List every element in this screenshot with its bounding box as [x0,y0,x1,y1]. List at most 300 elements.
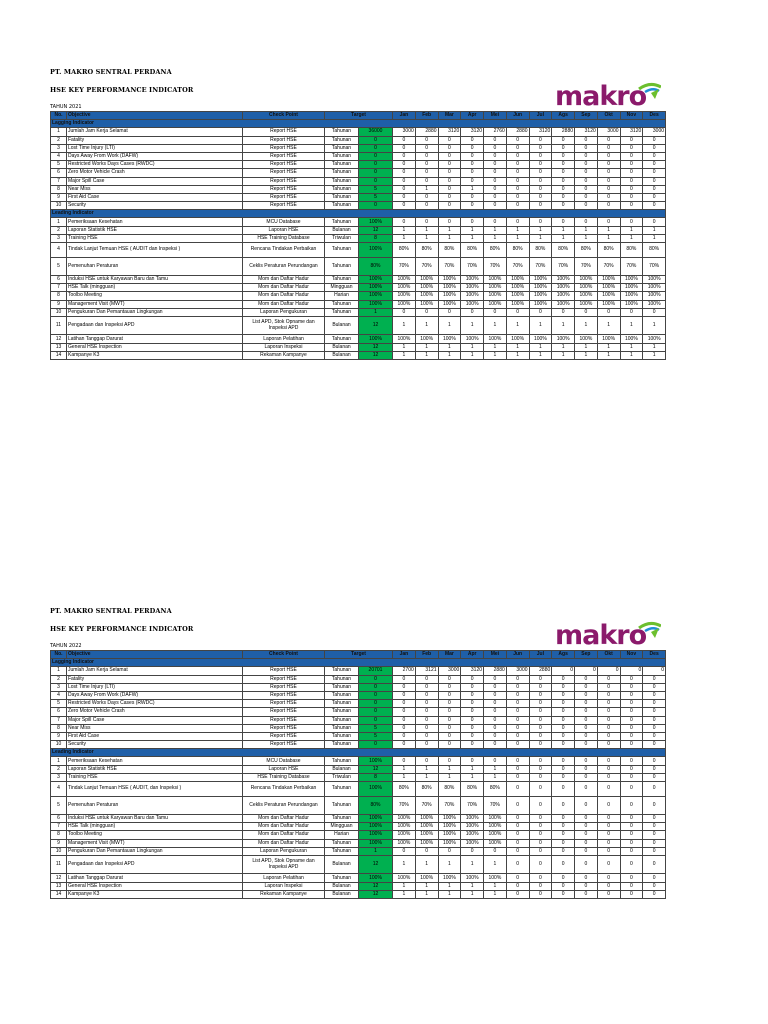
month-value: 100% [643,335,666,343]
month-value: 1 [393,343,416,351]
month-value: 0 [415,144,438,152]
month-value: 0 [461,708,484,716]
row-objective: Pengukuran Dan Pemantauan Lingkungan [67,308,243,316]
header-month: Apr [461,112,484,120]
row-frequency: Tahunan [325,782,359,797]
month-value: 0 [484,193,507,201]
month-value: 0 [484,757,507,765]
logo-text: makro [555,620,647,650]
month-value: 0 [643,782,666,797]
month-value: 0 [438,724,461,732]
month-value: 0 [552,708,575,716]
header-month: Jan [393,651,416,659]
row-check-point: Rekaman Kampanye [243,351,325,359]
month-value: 1 [552,226,575,234]
month-value: 100% [506,300,529,308]
month-value: 0 [529,144,552,152]
month-value: 100% [575,335,598,343]
month-value: 0 [415,741,438,749]
month-value: 0 [597,732,620,740]
row-check-point: Report HSE [243,152,325,160]
month-value: 0 [393,308,416,316]
row-objective: First Aid Case [67,193,243,201]
month-value: 1 [461,185,484,193]
month-value: 0 [597,765,620,773]
row-objective: Near Miss [67,185,243,193]
month-value: 0 [575,136,598,144]
row-objective: Restricted Works Days Cases (RWDC) [67,700,243,708]
table-row [51,855,666,874]
row-check-point: Mom dan Daftar Hadur [243,815,325,823]
month-value: 0 [643,831,666,839]
row-number: 8 [51,831,67,839]
month-value: 0 [575,732,598,740]
table-row [51,773,666,781]
month-value: 100% [393,284,416,292]
month-value: 0 [643,724,666,732]
row-target: 100% [359,839,393,847]
month-value: 80% [438,243,461,258]
category-label: Leading Indicator [51,210,666,218]
table-row [51,839,666,847]
month-value: 100% [461,300,484,308]
month-value: 100% [484,276,507,284]
row-check-point: Rencana Tindakan Perbaikan [243,782,325,797]
month-value: 0 [529,847,552,855]
month-value: 0 [552,144,575,152]
table-row [51,700,666,708]
month-value: 0 [620,177,643,185]
month-value: 0 [438,177,461,185]
month-value: 0 [393,847,416,855]
table-row [51,765,666,773]
header-month: Jun [506,112,529,120]
month-value: 0 [552,874,575,882]
month-value: 0 [461,161,484,169]
month-value: 1 [575,234,598,242]
row-number: 8 [51,724,67,732]
row-frequency: Tahunan [325,874,359,882]
month-value: 3120 [438,128,461,136]
month-value: 0 [575,874,598,882]
month-value: 0 [597,716,620,724]
month-value: 100% [575,284,598,292]
month-value: 80% [393,243,416,258]
month-value: 0 [620,741,643,749]
row-frequency: Tahunan [325,724,359,732]
month-value: 100% [484,874,507,882]
month-value: 0 [393,716,416,724]
month-value: 1 [438,882,461,890]
month-value: 1 [393,226,416,234]
month-value: 0 [415,716,438,724]
month-value: 1 [484,855,507,874]
month-value: 0 [552,882,575,890]
month-value: 0 [393,144,416,152]
row-check-point: Report HSE [243,202,325,210]
month-value: 0 [620,855,643,874]
month-value: 1 [415,855,438,874]
row-number: 7 [51,284,67,292]
month-value: 0 [529,169,552,177]
month-value: 1 [415,882,438,890]
makro-logo [555,618,661,650]
row-number: 6 [51,815,67,823]
month-value: 0 [529,765,552,773]
month-value: 0 [438,741,461,749]
month-value: 0 [393,708,416,716]
month-value: 0 [393,177,416,185]
month-value: 0 [529,724,552,732]
row-check-point: Report HSE [243,716,325,724]
row-target: 0 [359,161,393,169]
kpi-table [50,111,666,360]
month-value: 0 [415,169,438,177]
month-value: 0 [529,700,552,708]
header-month: Jun [506,651,529,659]
month-value: 100% [461,815,484,823]
month-value: 100% [461,839,484,847]
month-value: 0 [529,177,552,185]
month-value: 0 [620,847,643,855]
month-value: 100% [484,292,507,300]
row-target: 100% [359,757,393,765]
month-value: 1 [484,316,507,335]
month-value: 0 [529,855,552,874]
month-value: 80% [461,782,484,797]
month-value: 100% [552,300,575,308]
month-value: 0 [393,169,416,177]
month-value: 0 [484,732,507,740]
month-value: 80% [643,243,666,258]
month-value: 1 [506,343,529,351]
row-number: 11 [51,855,67,874]
month-value: 0 [643,202,666,210]
month-value: 0 [438,683,461,691]
row-target: 100% [359,823,393,831]
month-value: 0 [597,708,620,716]
month-value: 0 [529,193,552,201]
row-target: 1 [359,308,393,316]
month-value: 100% [620,292,643,300]
header-no: No. [51,112,67,120]
month-value: 0 [484,708,507,716]
month-value: 0 [620,708,643,716]
month-value: 0 [620,218,643,226]
month-value: 1 [506,226,529,234]
row-number: 2 [51,136,67,144]
row-frequency: Tahunan [325,335,359,343]
month-value: 0 [643,882,666,890]
month-value: 0 [643,700,666,708]
row-objective: Management Visit (MWT) [67,839,243,847]
month-value: 0 [461,152,484,160]
month-value: 0 [575,796,598,815]
month-value: 0 [529,136,552,144]
month-value: 100% [484,335,507,343]
category-row [51,120,666,128]
month-value: 1 [575,316,598,335]
month-value: 100% [620,335,643,343]
row-number: 14 [51,351,67,359]
month-value: 0 [643,839,666,847]
month-value: 0 [620,683,643,691]
row-frequency: Tahunan [325,202,359,210]
row-check-point: Report HSE [243,144,325,152]
table-row [51,708,666,716]
month-value: 100% [415,874,438,882]
month-value: 0 [620,667,643,675]
month-value: 70% [552,257,575,276]
month-value: 0 [484,308,507,316]
month-value: 0 [461,700,484,708]
month-value: 0 [438,732,461,740]
month-value: 0 [620,136,643,144]
table-row [51,136,666,144]
month-value: 1 [529,234,552,242]
header-month: Des [643,651,666,659]
row-frequency: Tahunan [325,218,359,226]
month-value: 70% [415,257,438,276]
month-value: 0 [552,193,575,201]
month-value: 0 [393,152,416,160]
header-month: Sep [575,651,598,659]
row-objective: Kampanye K3 [67,351,243,359]
month-value: 0 [575,202,598,210]
month-value: 0 [620,765,643,773]
month-value: 0 [620,152,643,160]
table-row [51,177,666,185]
month-value: 1 [461,234,484,242]
month-value: 0 [620,874,643,882]
month-value: 0 [393,193,416,201]
month-value: 0 [461,847,484,855]
month-value: 0 [484,218,507,226]
month-value: 1 [393,855,416,874]
month-value: 0 [597,667,620,675]
month-value: 70% [438,257,461,276]
month-value: 0 [597,218,620,226]
month-value: 1 [643,234,666,242]
month-value: 1 [484,226,507,234]
month-value: 70% [620,257,643,276]
row-frequency: Tahunan [325,708,359,716]
row-check-point: Ceklis Peraturan Perundangan [243,257,325,276]
month-value: 0 [506,815,529,823]
month-value: 0 [620,839,643,847]
month-value: 0 [415,700,438,708]
row-number: 5 [51,161,67,169]
row-number: 14 [51,890,67,898]
row-check-point: Report HSE [243,691,325,699]
row-target: 0 [359,144,393,152]
month-value: 0 [552,831,575,839]
row-check-point: Report HSE [243,169,325,177]
month-value: 1 [506,234,529,242]
month-value: 0 [461,202,484,210]
month-value: 2880 [484,667,507,675]
month-value: 70% [461,796,484,815]
month-value: 0 [643,757,666,765]
month-value: 100% [438,831,461,839]
month-value: 0 [529,890,552,898]
table-row [51,169,666,177]
row-number: 4 [51,691,67,699]
table-row [51,284,666,292]
row-check-point: MCU Database [243,757,325,765]
month-value: 1 [529,351,552,359]
table-row [51,144,666,152]
month-value: 100% [552,292,575,300]
row-target: 12 [359,226,393,234]
company-name: PT. MAKRO SENTRAL PERDANA [50,607,172,615]
header-month: Mar [438,112,461,120]
row-target: 12 [359,890,393,898]
month-value: 0 [597,796,620,815]
month-value: 0 [620,831,643,839]
month-value: 0 [575,152,598,160]
row-objective: Jumlah Jam Kerja Selamat [67,128,243,136]
month-value: 100% [506,292,529,300]
row-check-point: Mom dan Daftar Hadur [243,839,325,847]
month-value: 3121 [415,667,438,675]
month-value: 0 [529,691,552,699]
table-row [51,335,666,343]
month-value: 0 [620,782,643,797]
month-value: 0 [643,218,666,226]
month-value: 100% [484,284,507,292]
month-value: 100% [461,276,484,284]
category-row [51,659,666,667]
row-target: 100% [359,218,393,226]
month-value: 2700 [393,667,416,675]
month-value: 0 [415,724,438,732]
month-value: 0 [529,882,552,890]
header-objective: Objective [67,112,243,120]
month-value: 0 [529,796,552,815]
month-value: 0 [575,144,598,152]
month-value: 100% [506,276,529,284]
month-value: 0 [438,308,461,316]
month-value: 0 [597,773,620,781]
month-value: 0 [506,716,529,724]
month-value: 0 [552,855,575,874]
row-number: 13 [51,343,67,351]
month-value: 0 [529,823,552,831]
row-target: 100% [359,815,393,823]
month-value: 0 [643,855,666,874]
row-number: 3 [51,234,67,242]
month-value: 1 [461,855,484,874]
row-number: 9 [51,193,67,201]
header-month: Ags [552,112,575,120]
month-value: 100% [393,300,416,308]
row-target: 8 [359,773,393,781]
month-value: 0 [506,691,529,699]
month-value: 0 [506,765,529,773]
row-check-point: Laporan Pengukuran [243,847,325,855]
month-value: 100% [415,292,438,300]
row-objective: Tindak Lanjut Temuan HSE ( AUDIT, dan Inspeksi ) [67,782,243,797]
row-check-point: Ceklis Peraturan Perundangan [243,796,325,815]
month-value: 0 [620,691,643,699]
row-number: 10 [51,308,67,316]
month-value: 1 [438,316,461,335]
row-objective: HSE Talk (mingguan) [67,284,243,292]
month-value: 100% [484,831,507,839]
month-value: 0 [529,757,552,765]
row-frequency: Tahunan [325,675,359,683]
month-value: 1 [484,882,507,890]
month-value: 0 [643,796,666,815]
row-check-point: Laporan HSE [243,765,325,773]
month-value: 0 [461,683,484,691]
month-value: 100% [438,823,461,831]
row-objective: Pemeriksaan Kesehatan [67,757,243,765]
row-objective: Fatality [67,675,243,683]
month-value: 1 [484,234,507,242]
month-value: 100% [438,839,461,847]
row-check-point: Mom dan Daftar Hadur [243,292,325,300]
month-value: 0 [552,782,575,797]
month-value: 0 [484,724,507,732]
month-value: 0 [438,193,461,201]
row-objective: Restricted Works Days Cases (RWDC) [67,161,243,169]
month-value: 100% [393,831,416,839]
row-check-point: Report HSE [243,708,325,716]
row-number: 4 [51,782,67,797]
month-value: 0 [620,700,643,708]
table-row [51,831,666,839]
month-value: 1 [415,765,438,773]
month-value: 1 [506,351,529,359]
table-row [51,202,666,210]
row-number: 1 [51,128,67,136]
header-check-point: Check Point [243,112,325,120]
row-frequency: Bulanan [325,316,359,335]
month-value: 100% [506,335,529,343]
month-value: 80% [597,243,620,258]
month-value: 0 [484,675,507,683]
row-number: 4 [51,152,67,160]
month-value: 100% [415,335,438,343]
row-number: 8 [51,292,67,300]
month-value: 0 [415,152,438,160]
row-number: 9 [51,839,67,847]
category-row [51,210,666,218]
table-row [51,667,666,675]
month-value: 100% [415,300,438,308]
month-value: 70% [484,796,507,815]
month-value: 1 [461,773,484,781]
month-value: 0 [620,823,643,831]
month-value: 0 [575,716,598,724]
month-value: 1 [393,234,416,242]
month-value: 0 [506,185,529,193]
month-value: 0 [415,308,438,316]
table-row [51,276,666,284]
month-value: 0 [529,874,552,882]
month-value: 0 [643,675,666,683]
month-value: 0 [620,144,643,152]
month-value: 100% [552,335,575,343]
row-target: 0 [359,691,393,699]
row-objective: Zero Motor Vehicle Crash [67,169,243,177]
row-target: 12 [359,882,393,890]
table-row [51,308,666,316]
row-check-point: Report HSE [243,185,325,193]
month-value: 0 [643,193,666,201]
